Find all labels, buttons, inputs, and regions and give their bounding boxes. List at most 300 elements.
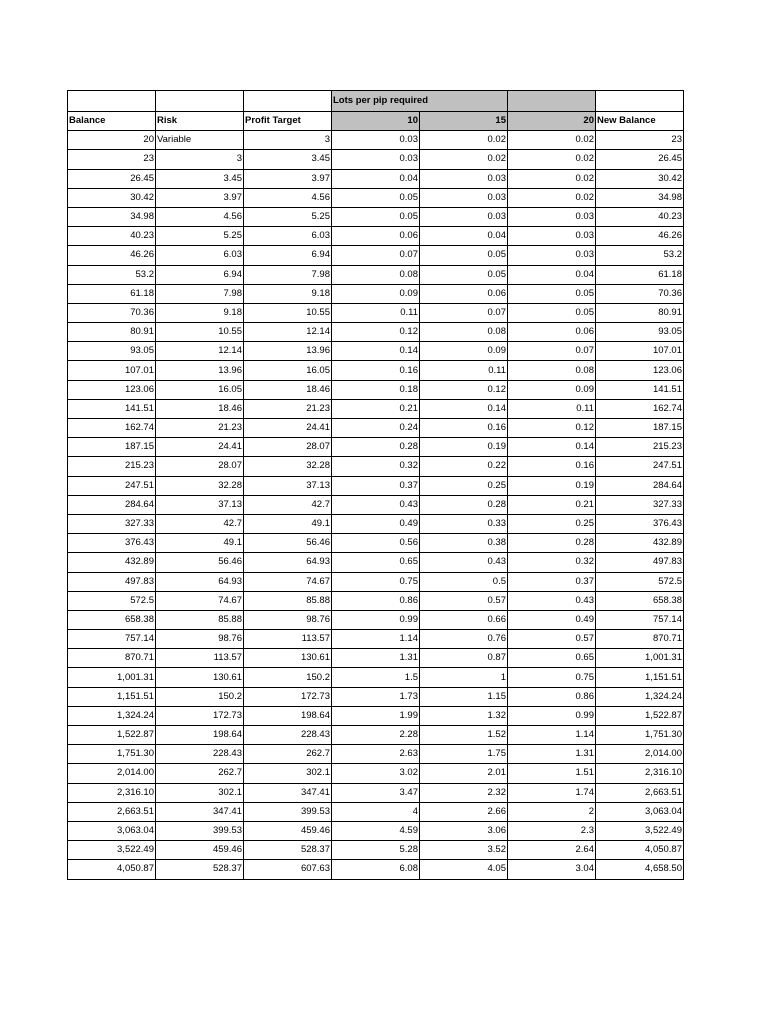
cell-lots-15[interactable]: 0.06 — [420, 284, 508, 303]
empty-cell[interactable] — [596, 91, 684, 112]
cell-lots-10[interactable]: 0.49 — [332, 514, 420, 533]
cell-lots-10[interactable]: 4.59 — [332, 821, 420, 840]
cell-profit-target[interactable]: 16.05 — [244, 361, 332, 380]
cell-profit-target[interactable]: 9.18 — [244, 284, 332, 303]
cell-balance[interactable]: 3,522.49 — [68, 841, 156, 860]
cell-balance[interactable]: 3,063.04 — [68, 821, 156, 840]
cell-risk[interactable]: 16.05 — [156, 380, 244, 399]
cell-lots-20[interactable]: 0.49 — [508, 610, 596, 629]
cell-lots-10[interactable]: 0.24 — [332, 419, 420, 438]
table-row — [68, 284, 684, 303]
cell-profit-target[interactable]: 21.23 — [244, 399, 332, 418]
cell-balance[interactable]: 26.45 — [68, 169, 156, 188]
cell-lots-10[interactable]: 1.14 — [332, 630, 420, 649]
cell-lots-20[interactable]: 1.31 — [508, 745, 596, 764]
cell-balance[interactable]: 40.23 — [68, 227, 156, 246]
table-row — [68, 303, 684, 322]
cell-risk[interactable]: 21.23 — [156, 419, 244, 438]
cell-lots-15[interactable]: 1.75 — [420, 745, 508, 764]
cell-profit-target[interactable]: 10.55 — [244, 303, 332, 322]
cell-lots-20[interactable]: 0.09 — [508, 380, 596, 399]
empty-cell[interactable] — [68, 91, 156, 112]
cell-new-balance[interactable]: 26.45 — [596, 150, 684, 169]
cell-lots-15[interactable]: 4.05 — [420, 860, 508, 879]
cell-balance[interactable]: 432.89 — [68, 553, 156, 572]
cell-lots-10[interactable]: 4 — [332, 802, 420, 821]
cell-lots-10[interactable]: 0.04 — [332, 169, 420, 188]
cell-lots-15[interactable]: 0.25 — [420, 476, 508, 495]
cell-balance[interactable]: 1,001.31 — [68, 668, 156, 687]
cell-profit-target[interactable]: 399.53 — [244, 802, 332, 821]
cell-lots-10[interactable]: 0.18 — [332, 380, 420, 399]
cell-lots-10[interactable]: 0.09 — [332, 284, 420, 303]
cell-lots-20[interactable]: 2 — [508, 802, 596, 821]
cell-lots-15[interactable]: 0.43 — [420, 553, 508, 572]
cell-lots-10[interactable]: 0.03 — [332, 131, 420, 150]
cell-lots-20[interactable]: 0.03 — [508, 207, 596, 226]
cell-new-balance[interactable]: 327.33 — [596, 495, 684, 514]
cell-lots-15[interactable]: 0.02 — [420, 150, 508, 169]
cell-lots-20[interactable]: 0.02 — [508, 169, 596, 188]
cell-new-balance[interactable]: 93.05 — [596, 323, 684, 342]
cell-risk[interactable]: 85.88 — [156, 610, 244, 629]
cell-balance[interactable]: 4,050.87 — [68, 860, 156, 879]
cell-risk[interactable]: 9.18 — [156, 303, 244, 322]
cell-lots-15[interactable]: 0.02 — [420, 131, 508, 150]
cell-risk[interactable]: 528.37 — [156, 860, 244, 879]
cell-profit-target[interactable]: 18.46 — [244, 380, 332, 399]
cell-lots-20[interactable]: 0.05 — [508, 303, 596, 322]
cell-profit-target[interactable]: 3.45 — [244, 150, 332, 169]
cell-new-balance[interactable]: 187.15 — [596, 419, 684, 438]
cell-lots-15[interactable]: 0.19 — [420, 438, 508, 457]
cell-lots-20[interactable]: 0.04 — [508, 265, 596, 284]
header-lots-10[interactable]: 10 — [332, 112, 420, 131]
cell-balance[interactable]: 30.42 — [68, 188, 156, 207]
cell-lots-20[interactable]: 0.08 — [508, 361, 596, 380]
cell-lots-15[interactable]: 0.5 — [420, 572, 508, 591]
cell-lots-10[interactable]: 5.28 — [332, 841, 420, 860]
cell-lots-15[interactable]: 0.16 — [420, 419, 508, 438]
cell-lots-15[interactable]: 0.87 — [420, 649, 508, 668]
header-balance[interactable]: Balance — [68, 112, 156, 131]
cell-lots-10[interactable]: 0.14 — [332, 342, 420, 361]
cell-risk[interactable]: 6.94 — [156, 265, 244, 284]
cell-lots-20[interactable]: 0.75 — [508, 668, 596, 687]
cell-lots-20[interactable]: 2.3 — [508, 821, 596, 840]
cell-new-balance[interactable]: 1,751.30 — [596, 726, 684, 745]
cell-risk[interactable]: 4.56 — [156, 207, 244, 226]
table-row — [68, 553, 684, 572]
cell-lots-20[interactable]: 3.04 — [508, 860, 596, 879]
cell-new-balance[interactable]: 4,050.87 — [596, 841, 684, 860]
cell-profit-target[interactable]: 228.43 — [244, 726, 332, 745]
cell-balance[interactable]: 870.71 — [68, 649, 156, 668]
cell-lots-10[interactable]: 0.75 — [332, 572, 420, 591]
cell-balance[interactable]: 497.83 — [68, 572, 156, 591]
cell-lots-20[interactable]: 0.02 — [508, 131, 596, 150]
cell-lots-10[interactable]: 0.37 — [332, 476, 420, 495]
cell-new-balance[interactable]: 53.2 — [596, 246, 684, 265]
cell-risk[interactable]: 18.46 — [156, 399, 244, 418]
cell-lots-15[interactable]: 3.06 — [420, 821, 508, 840]
cell-lots-10[interactable]: 3.47 — [332, 783, 420, 802]
cell-profit-target[interactable]: 262.7 — [244, 745, 332, 764]
cell-lots-10[interactable]: 6.08 — [332, 860, 420, 879]
cell-new-balance[interactable]: 40.23 — [596, 207, 684, 226]
cell-risk[interactable]: 3 — [156, 150, 244, 169]
cell-balance[interactable]: 247.51 — [68, 476, 156, 495]
cell-lots-15[interactable]: 1 — [420, 668, 508, 687]
cell-lots-20[interactable]: 0.25 — [508, 514, 596, 533]
cell-new-balance[interactable]: 572.5 — [596, 572, 684, 591]
cell-new-balance[interactable]: 757.14 — [596, 610, 684, 629]
cell-new-balance[interactable]: 497.83 — [596, 553, 684, 572]
cell-lots-10[interactable]: 0.16 — [332, 361, 420, 380]
cell-lots-10[interactable]: 0.06 — [332, 227, 420, 246]
cell-risk[interactable]: 198.64 — [156, 726, 244, 745]
cell-lots-10[interactable]: 1.73 — [332, 687, 420, 706]
cell-balance[interactable]: 93.05 — [68, 342, 156, 361]
cell-lots-10[interactable]: 0.12 — [332, 323, 420, 342]
cell-balance[interactable]: 61.18 — [68, 284, 156, 303]
cell-profit-target[interactable]: 37.13 — [244, 476, 332, 495]
cell-lots-20[interactable]: 1.14 — [508, 726, 596, 745]
cell-profit-target[interactable]: 5.25 — [244, 207, 332, 226]
cell-balance[interactable]: 1,751.30 — [68, 745, 156, 764]
cell-risk[interactable]: 130.61 — [156, 668, 244, 687]
cell-lots-10[interactable]: 2.28 — [332, 726, 420, 745]
cell-new-balance[interactable]: 1,522.87 — [596, 706, 684, 725]
cell-lots-20[interactable]: 0.99 — [508, 706, 596, 725]
cell-new-balance[interactable]: 2,014.00 — [596, 745, 684, 764]
cell-balance[interactable]: 376.43 — [68, 534, 156, 553]
cell-lots-10[interactable]: 0.07 — [332, 246, 420, 265]
cell-lots-20[interactable]: 0.21 — [508, 495, 596, 514]
cell-profit-target[interactable]: 32.28 — [244, 457, 332, 476]
cell-risk[interactable]: 7.98 — [156, 284, 244, 303]
cell-lots-15[interactable]: 3.52 — [420, 841, 508, 860]
cell-profit-target[interactable]: 130.61 — [244, 649, 332, 668]
cell-lots-20[interactable]: 0.65 — [508, 649, 596, 668]
cell-lots-20[interactable]: 0.12 — [508, 419, 596, 438]
cell-profit-target[interactable]: 24.41 — [244, 419, 332, 438]
cell-risk[interactable]: 98.76 — [156, 630, 244, 649]
cell-profit-target[interactable]: 4.56 — [244, 188, 332, 207]
cell-lots-15[interactable]: 0.66 — [420, 610, 508, 629]
cell-risk[interactable]: 228.43 — [156, 745, 244, 764]
cell-risk[interactable]: 150.2 — [156, 687, 244, 706]
cell-lots-15[interactable]: 0.03 — [420, 188, 508, 207]
cell-risk[interactable]: 347.41 — [156, 802, 244, 821]
cell-lots-10[interactable]: 0.05 — [332, 188, 420, 207]
table-row — [68, 745, 684, 764]
cell-lots-10[interactable]: 0.21 — [332, 399, 420, 418]
cell-balance[interactable]: 1,151.51 — [68, 687, 156, 706]
cell-lots-10[interactable]: 0.03 — [332, 150, 420, 169]
cell-new-balance[interactable]: 1,001.31 — [596, 649, 684, 668]
cell-risk[interactable]: 74.67 — [156, 591, 244, 610]
cell-lots-20[interactable]: 0.07 — [508, 342, 596, 361]
cell-new-balance[interactable]: 30.42 — [596, 169, 684, 188]
cell-profit-target[interactable]: 347.41 — [244, 783, 332, 802]
cell-lots-15[interactable]: 0.09 — [420, 342, 508, 361]
cell-risk[interactable]: 113.57 — [156, 649, 244, 668]
cell-lots-20[interactable]: 0.86 — [508, 687, 596, 706]
cell-new-balance[interactable]: 1,151.51 — [596, 668, 684, 687]
cell-lots-15[interactable]: 0.03 — [420, 207, 508, 226]
cell-lots-10[interactable]: 3.02 — [332, 764, 420, 783]
cell-new-balance[interactable]: 3,063.04 — [596, 802, 684, 821]
cell-new-balance[interactable]: 376.43 — [596, 514, 684, 533]
cell-new-balance[interactable]: 46.26 — [596, 227, 684, 246]
cell-risk[interactable]: 262.7 — [156, 764, 244, 783]
cell-risk[interactable]: 5.25 — [156, 227, 244, 246]
cell-lots-20[interactable]: 0.32 — [508, 553, 596, 572]
cell-new-balance[interactable]: 247.51 — [596, 457, 684, 476]
cell-lots-10[interactable]: 0.43 — [332, 495, 420, 514]
cell-balance[interactable]: 70.36 — [68, 303, 156, 322]
cell-balance[interactable]: 757.14 — [68, 630, 156, 649]
cell-balance[interactable]: 2,014.00 — [68, 764, 156, 783]
cell-profit-target[interactable]: 98.76 — [244, 610, 332, 629]
cell-balance[interactable]: 80.91 — [68, 323, 156, 342]
cell-lots-20[interactable]: 0.11 — [508, 399, 596, 418]
cell-profit-target[interactable]: 64.93 — [244, 553, 332, 572]
cell-profit-target[interactable]: 198.64 — [244, 706, 332, 725]
cell-new-balance[interactable]: 3,522.49 — [596, 821, 684, 840]
cell-profit-target[interactable]: 42.7 — [244, 495, 332, 514]
cell-risk[interactable]: 6.03 — [156, 246, 244, 265]
cell-lots-20[interactable]: 0.16 — [508, 457, 596, 476]
cell-lots-20[interactable]: 0.43 — [508, 591, 596, 610]
cell-lots-10[interactable]: 0.11 — [332, 303, 420, 322]
cell-lots-20[interactable]: 0.02 — [508, 188, 596, 207]
cell-balance[interactable]: 215.23 — [68, 457, 156, 476]
cell-profit-target[interactable]: 528.37 — [244, 841, 332, 860]
cell-risk[interactable]: 12.14 — [156, 342, 244, 361]
cell-lots-15[interactable]: 0.57 — [420, 591, 508, 610]
cell-new-balance[interactable]: 658.38 — [596, 591, 684, 610]
cell-risk[interactable]: Variable — [156, 131, 244, 150]
cell-balance[interactable]: 141.51 — [68, 399, 156, 418]
cell-risk[interactable]: 13.96 — [156, 361, 244, 380]
cell-new-balance[interactable]: 141.51 — [596, 380, 684, 399]
cell-lots-15[interactable]: 0.28 — [420, 495, 508, 514]
cell-lots-15[interactable]: 0.14 — [420, 399, 508, 418]
cell-lots-20[interactable]: 0.03 — [508, 227, 596, 246]
cell-profit-target[interactable]: 56.46 — [244, 534, 332, 553]
cell-profit-target[interactable]: 113.57 — [244, 630, 332, 649]
group-header-row — [68, 91, 684, 112]
cell-lots-15[interactable]: 0.11 — [420, 361, 508, 380]
cell-lots-20[interactable]: 0.19 — [508, 476, 596, 495]
cell-profit-target[interactable]: 459.46 — [244, 821, 332, 840]
cell-profit-target[interactable]: 172.73 — [244, 687, 332, 706]
cell-lots-20[interactable]: 2.64 — [508, 841, 596, 860]
cell-profit-target[interactable]: 13.96 — [244, 342, 332, 361]
cell-risk[interactable]: 49.1 — [156, 534, 244, 553]
cell-new-balance[interactable]: 107.01 — [596, 342, 684, 361]
cell-lots-20[interactable]: 0.57 — [508, 630, 596, 649]
cell-balance[interactable]: 2,316.10 — [68, 783, 156, 802]
cell-lots-20[interactable]: 0.06 — [508, 323, 596, 342]
cell-risk[interactable]: 302.1 — [156, 783, 244, 802]
cell-lots-15[interactable]: 1.52 — [420, 726, 508, 745]
header-lots-15[interactable]: 15 — [420, 112, 508, 131]
cell-lots-15[interactable]: 2.32 — [420, 783, 508, 802]
cell-balance[interactable]: 2,663.51 — [68, 802, 156, 821]
cell-risk[interactable]: 28.07 — [156, 457, 244, 476]
cell-balance[interactable]: 34.98 — [68, 207, 156, 226]
cell-lots-15[interactable]: 0.05 — [420, 265, 508, 284]
cell-lots-10[interactable]: 1.5 — [332, 668, 420, 687]
cell-lots-10[interactable]: 0.32 — [332, 457, 420, 476]
cell-risk[interactable]: 64.93 — [156, 572, 244, 591]
cell-lots-10[interactable]: 0.86 — [332, 591, 420, 610]
cell-balance[interactable]: 162.74 — [68, 419, 156, 438]
cell-lots-10[interactable]: 0.28 — [332, 438, 420, 457]
cell-new-balance[interactable]: 1,324.24 — [596, 687, 684, 706]
cell-lots-15[interactable]: 0.22 — [420, 457, 508, 476]
cell-lots-10[interactable]: 0.65 — [332, 553, 420, 572]
cell-risk[interactable]: 399.53 — [156, 821, 244, 840]
cell-lots-10[interactable]: 1.99 — [332, 706, 420, 725]
cell-new-balance[interactable]: 2,663.51 — [596, 783, 684, 802]
header-lots-20[interactable]: 20 — [508, 112, 596, 131]
header-risk[interactable]: Risk — [156, 112, 244, 131]
table-row — [68, 726, 684, 745]
cell-lots-15[interactable]: 0.08 — [420, 323, 508, 342]
cell-risk[interactable]: 37.13 — [156, 495, 244, 514]
cell-risk[interactable]: 3.97 — [156, 188, 244, 207]
cell-lots-20[interactable]: 0.14 — [508, 438, 596, 457]
cell-risk[interactable]: 3.45 — [156, 169, 244, 188]
cell-lots-15[interactable]: 0.38 — [420, 534, 508, 553]
lots-per-pip-group-header[interactable] — [332, 91, 429, 112]
cell-risk[interactable]: 459.46 — [156, 841, 244, 860]
table-row — [68, 802, 684, 821]
cell-lots-15[interactable]: 2.66 — [420, 802, 508, 821]
cell-balance[interactable]: 187.15 — [68, 438, 156, 457]
cell-profit-target[interactable]: 12.14 — [244, 323, 332, 342]
cell-lots-10[interactable]: 0.08 — [332, 265, 420, 284]
cell-risk[interactable]: 172.73 — [156, 706, 244, 725]
cell-lots-15[interactable]: 1.15 — [420, 687, 508, 706]
cell-balance[interactable]: 572.5 — [68, 591, 156, 610]
header-profit-target[interactable]: Profit Target — [244, 112, 332, 131]
cell-lots-15[interactable]: 0.76 — [420, 630, 508, 649]
cell-lots-10[interactable]: 0.99 — [332, 610, 420, 629]
cell-risk[interactable]: 56.46 — [156, 553, 244, 572]
cell-lots-20[interactable]: 1.51 — [508, 764, 596, 783]
cell-profit-target[interactable]: 302.1 — [244, 764, 332, 783]
empty-cell[interactable] — [156, 91, 244, 112]
cell-profit-target[interactable]: 3 — [244, 131, 332, 150]
cell-risk[interactable]: 32.28 — [156, 476, 244, 495]
cell-balance[interactable]: 284.64 — [68, 495, 156, 514]
cell-balance[interactable]: 123.06 — [68, 380, 156, 399]
empty-cell[interactable] — [244, 91, 332, 112]
cell-balance[interactable]: 46.26 — [68, 246, 156, 265]
cell-new-balance[interactable]: 432.89 — [596, 534, 684, 553]
cell-profit-target[interactable]: 28.07 — [244, 438, 332, 457]
cell-balance[interactable]: 1,522.87 — [68, 726, 156, 745]
cell-lots-10[interactable]: 2.63 — [332, 745, 420, 764]
cell-lots-10[interactable]: 0.05 — [332, 207, 420, 226]
table-row — [68, 457, 684, 476]
cell-profit-target[interactable]: 49.1 — [244, 514, 332, 533]
cell-lots-20[interactable]: 0.28 — [508, 534, 596, 553]
cell-lots-10[interactable]: 1.31 — [332, 649, 420, 668]
cell-lots-15[interactable]: 0.04 — [420, 227, 508, 246]
cell-new-balance[interactable]: 23 — [596, 131, 684, 150]
cell-profit-target[interactable]: 150.2 — [244, 668, 332, 687]
cell-new-balance[interactable]: 2,316.10 — [596, 764, 684, 783]
column-header-row — [68, 112, 684, 131]
cell-profit-target[interactable]: 74.67 — [244, 572, 332, 591]
group-header-spacer[interactable] — [420, 91, 508, 112]
cell-new-balance[interactable]: 870.71 — [596, 630, 684, 649]
cell-profit-target[interactable]: 607.63 — [244, 860, 332, 879]
cell-balance[interactable]: 23 — [68, 150, 156, 169]
cell-new-balance[interactable]: 80.91 — [596, 303, 684, 322]
cell-new-balance[interactable]: 284.64 — [596, 476, 684, 495]
cell-lots-15[interactable]: 0.07 — [420, 303, 508, 322]
cell-balance[interactable]: 1,324.24 — [68, 706, 156, 725]
cell-lots-15[interactable]: 0.33 — [420, 514, 508, 533]
cell-balance[interactable]: 327.33 — [68, 514, 156, 533]
cell-lots-20[interactable]: 0.05 — [508, 284, 596, 303]
cell-lots-10[interactable]: 0.56 — [332, 534, 420, 553]
lot-size-table — [67, 90, 684, 880]
cell-balance[interactable]: 53.2 — [68, 265, 156, 284]
cell-risk[interactable]: 42.7 — [156, 514, 244, 533]
cell-new-balance[interactable]: 61.18 — [596, 265, 684, 284]
cell-profit-target[interactable]: 85.88 — [244, 591, 332, 610]
cell-new-balance[interactable]: 4,658.50 — [596, 860, 684, 879]
cell-balance[interactable]: 107.01 — [68, 361, 156, 380]
cell-profit-target[interactable]: 7.98 — [244, 265, 332, 284]
table-row — [68, 188, 684, 207]
cell-risk[interactable]: 10.55 — [156, 323, 244, 342]
cell-new-balance[interactable]: 215.23 — [596, 438, 684, 457]
group-header-spacer[interactable] — [508, 91, 596, 112]
cell-lots-15[interactable]: 0.05 — [420, 246, 508, 265]
cell-lots-20[interactable]: 1.74 — [508, 783, 596, 802]
cell-profit-target[interactable]: 3.97 — [244, 169, 332, 188]
cell-lots-15[interactable]: 0.12 — [420, 380, 508, 399]
cell-lots-15[interactable]: 1.32 — [420, 706, 508, 725]
cell-profit-target[interactable]: 6.94 — [244, 246, 332, 265]
cell-new-balance[interactable]: 70.36 — [596, 284, 684, 303]
cell-new-balance[interactable]: 34.98 — [596, 188, 684, 207]
cell-profit-target[interactable]: 6.03 — [244, 227, 332, 246]
cell-new-balance[interactable]: 123.06 — [596, 361, 684, 380]
cell-risk[interactable]: 24.41 — [156, 438, 244, 457]
header-new-balance[interactable]: New Balance — [596, 112, 684, 131]
cell-balance[interactable]: 20 — [68, 131, 156, 150]
table-row — [68, 342, 684, 361]
cell-lots-20[interactable]: 0.37 — [508, 572, 596, 591]
cell-new-balance[interactable]: 162.74 — [596, 399, 684, 418]
cell-lots-15[interactable]: 2.01 — [420, 764, 508, 783]
cell-lots-20[interactable]: 0.02 — [508, 150, 596, 169]
cell-lots-15[interactable]: 0.03 — [420, 169, 508, 188]
cell-balance[interactable]: 658.38 — [68, 610, 156, 629]
table-row — [68, 687, 684, 706]
cell-lots-20[interactable]: 0.03 — [508, 246, 596, 265]
